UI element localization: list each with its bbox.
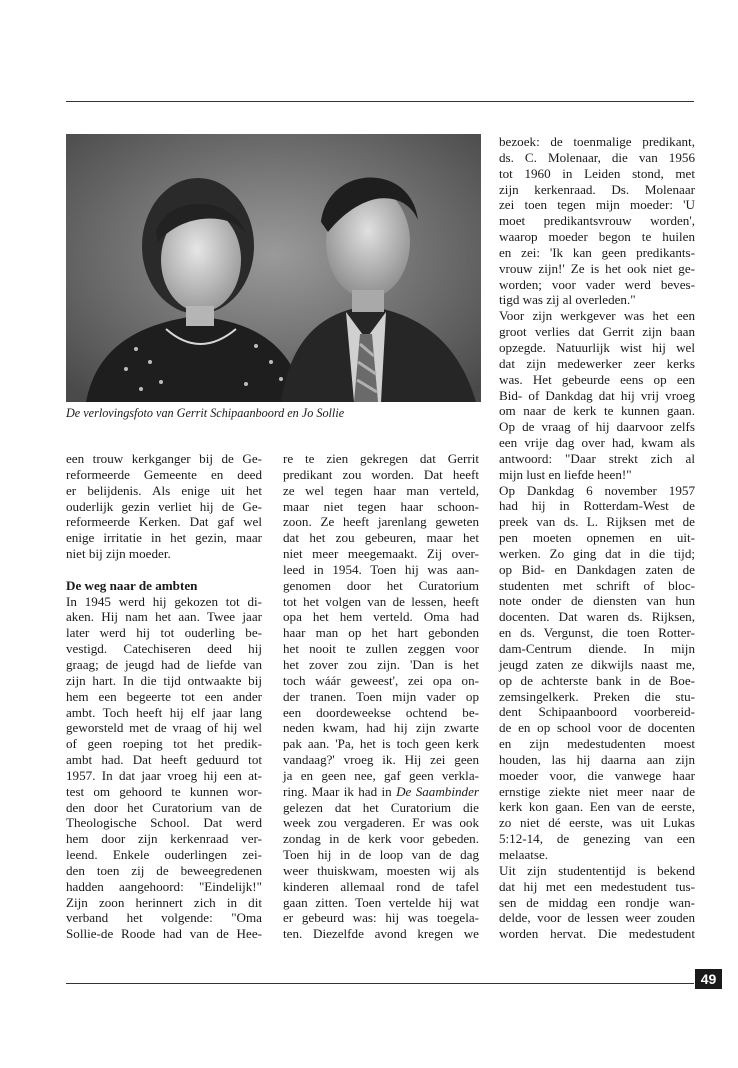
text-line: jeugd zaten ze dikwijls naast me,: [499, 656, 695, 672]
text-line: niet meer meegemaakt. Zij over-: [283, 546, 479, 562]
text-line: of geen roeping tot het predik-: [66, 736, 262, 752]
text-line: gaan zitten. Toen vertelde hij wat: [283, 894, 479, 910]
text-line: neden kwam, had hij zijn zwarte: [283, 720, 479, 736]
text-line: het nooit te zullen zeggen voor: [283, 641, 479, 657]
text-line: In 1945 werd hij gekozen tot di-: [66, 593, 262, 609]
text-line: Theologische School. Dat werd: [66, 815, 262, 831]
text-line: geworsteld met de vraag of hij wel: [66, 720, 262, 736]
text-line: vestigd. Catechiseren deed hij: [66, 641, 262, 657]
text-line: zijn hart. In die tijd ontwaakte bij: [66, 672, 262, 688]
text-line: er belijdenis. Als enige uit het: [66, 482, 262, 498]
text-line: haar man op het hart gebonden: [283, 625, 479, 641]
text-line: zemsingelkerk. Preken die stu-: [499, 688, 695, 704]
publication-title: De Saambinder: [396, 783, 479, 799]
text-line: ambt. Toch heeft hij elf jaar lang: [66, 704, 262, 720]
text-line: 5:12-14, de genezing van een: [499, 831, 695, 847]
text-line: 1957. In dat jaar vroeg hij een at-: [66, 767, 262, 783]
text-line: Toen hij in de loop van de dag: [283, 847, 479, 863]
text-line: graag; de jeugd had de liefde van: [66, 656, 262, 672]
text-line: er gebeurd was: hij was toegela-: [283, 910, 479, 926]
text-line: dat zijn medewerker zeer kerks: [499, 355, 695, 371]
text-line: dam-Centrum diende. In mijn: [499, 641, 695, 656]
text-line: ten. Diezelfde avond kregen we: [283, 926, 479, 942]
text-line: op Bid- en Dankdagen zaten de: [499, 561, 695, 577]
text-line: tigd was zij al overleden.": [499, 292, 636, 308]
text-line: leed in 1954. Toen hij was aan-: [283, 561, 479, 577]
text-line: het zover zou zijn. 'Dan is het: [283, 656, 479, 672]
text-line: vandaag?' vroeg ik. Hij zei geen: [283, 752, 479, 768]
text-line: worden hervat. Die medestudent: [499, 926, 695, 942]
text-line: kerk kon gaan. Een van de eerste,: [499, 799, 695, 815]
text-line: den door het Curatorium van de: [66, 799, 262, 815]
text-line: test om gehoord te kunnen wor-: [66, 783, 262, 799]
text-line: had hij in Rotterdam-West de: [499, 498, 695, 514]
text-line: maar niet tegen haar schoon-: [283, 498, 479, 514]
text-line: kinderen allemaal rond de tafel: [283, 878, 479, 894]
text-line: houden, las hij daarna aan zijn: [499, 751, 695, 767]
text-line: en zijn medestudenten moest: [499, 736, 695, 752]
text-line: om naar de kerk te kunnen gaan.: [499, 403, 695, 419]
text-line: en ds. Vergunst, die toen Rotter-: [499, 625, 695, 641]
text-line: hem een begeerte tot een ander: [66, 688, 262, 704]
text-line: moeder voor, die vanwege haar: [499, 767, 695, 783]
text-line: ze wel tegen haar man verteld,: [283, 482, 479, 498]
text-line: mijn lust en liefde heen!": [499, 466, 632, 482]
text-line: groot verlies dat Gerrit zijn baan: [499, 324, 695, 340]
text-line: ds. C. Molenaar, die van 1956: [499, 149, 695, 165]
text-line: ouderlijk gezin verliet hij de Ge-: [66, 498, 262, 514]
text-line: Sollie-de Roode had van de Hee-: [66, 926, 262, 942]
text-line: zoon. Ze heeft jarenlang geweten: [283, 514, 479, 530]
text-line: bezoek: de toenmalige predikant,: [499, 134, 695, 149]
text-line: dent Schipaanboord voorbereid-: [499, 704, 695, 720]
text-line: den toen zij de beweegredenen: [66, 862, 262, 878]
text-line: vrouw zijn!' Ze is het ook niet ge-: [499, 260, 695, 276]
text-column-2: [283, 451, 479, 942]
text-line: tot het volgen van de lessen, heeft: [283, 593, 479, 609]
text-line: reformeerde Kerken. Dat gaf wel: [66, 514, 262, 530]
text-line: zo niet dé eerste, was uit Lukas: [499, 815, 695, 831]
photo-caption: De verlovingsfoto van Gerrit Schipaanboord en Jo Sollie: [66, 406, 345, 420]
text-line: dat het zou gebeuren, maar het: [283, 530, 479, 546]
text-line: op de achterste bank in de Boe-: [499, 672, 695, 688]
text-line: hem door zijn kerkenraad ver-: [66, 831, 262, 847]
text-line: enige irritatie in het gezin, maar: [66, 530, 262, 546]
text-line: melaatse.: [499, 846, 549, 862]
text-line: predikant zou worden. Dat heeft: [283, 466, 479, 482]
text-line: re te zien gekregen dat Gerrit: [283, 451, 479, 466]
text-line: Op de vraag of hij daarvoor zelfs: [499, 419, 695, 435]
text-line: reformeerde Gemeente en deed: [66, 466, 262, 482]
text-line: Op Dankdag 6 november 1957: [499, 482, 695, 498]
text-line: weer thuiskwam, moesten wij als: [283, 862, 479, 878]
text-line: [283, 784, 479, 800]
footer-rule: [66, 983, 694, 984]
text-line: Voor zijn werkgever was het een: [499, 308, 695, 324]
text-line: en zei: 'Ik kan geen predikants-: [499, 244, 695, 260]
text-line: verband het volgende: "Oma: [66, 910, 262, 926]
text-line: note onder de diensten van hun: [499, 593, 695, 609]
text-column-3: [499, 134, 695, 942]
text-line: een vrije dag over had, kwam als: [499, 435, 695, 451]
text-line: een trouw kerkganger bij de Ge-: [66, 451, 262, 466]
text-line: niet bij zijn moeder.: [66, 546, 171, 562]
text-line: ambt had. Dat heeft geduurd tot: [66, 752, 262, 768]
text-line: worden; voor vader werd beves-: [499, 276, 695, 292]
text-line: leend. Enkele ouderlingen zei-: [66, 847, 262, 863]
text-line: pen moeten opnemen en uit-: [499, 530, 695, 546]
text-line: Uit zijn studententijd is bekend: [499, 862, 695, 878]
text-line: antwoord: "Daar strekt zich al: [499, 450, 695, 466]
text-line: een doordeweekse ochtend be-: [283, 704, 479, 720]
text-line: pak aan. 'Pa, het is toch geen kerk: [283, 736, 479, 752]
page-number: 49: [695, 969, 722, 989]
text-line: week zou vergaderen. Er was ook: [283, 815, 479, 831]
text-line: toch wáár geweest', zei opa on-: [283, 672, 479, 688]
text-line: opzegde. Natuurlijk wist hij wel: [499, 339, 695, 355]
text-line: werken. Zo ging dat in die tijd;: [499, 545, 695, 561]
text-line: docenten. Dat waren ds. Rijksen,: [499, 609, 695, 625]
text-line: hadden aangehoord: "Eindelijk!": [66, 878, 262, 894]
text-column-1: [66, 451, 262, 942]
text-line: ja en geen nee, gaf geen verkla-: [283, 767, 479, 783]
text-line: tot 1960 in Leiden stond, met: [499, 165, 695, 181]
text-line: moet predikantsvrouw worden',: [499, 213, 695, 229]
text-line: opa het hem verteld. Oma had: [283, 609, 479, 625]
text-fragment: ring. Maar ik had in: [283, 783, 397, 799]
text-line: later werd hij tot ouderling be-: [66, 625, 262, 641]
text-line: ernstige ziekte niet meer naar de: [499, 783, 695, 799]
text-line: sen de middag een rondje wan-: [499, 894, 695, 910]
text-line: genomen door het Curatorium: [283, 577, 479, 593]
section-heading: De weg naar de ambten: [66, 577, 198, 593]
text-line: der tranen. Toen mijn vader op: [283, 688, 479, 704]
text-line: de en op school voor de docenten: [499, 720, 695, 736]
text-line: aken. Hij nam het aan. Twee jaar: [66, 609, 262, 625]
text-line: dat hij met een medestudent tus-: [499, 878, 695, 894]
text-line: was. Het gebeurde eens op een: [499, 371, 695, 387]
text-line: zijn kerkenraad. Ds. Molenaar: [499, 181, 695, 197]
text-line: waarop moeder begon te huilen: [499, 229, 695, 245]
text-line: Bid- of Dankdag dat hij vrij vroeg: [499, 387, 695, 403]
text-line: zondag in de kerk voor gebeden.: [283, 831, 479, 847]
header-rule: [66, 101, 694, 102]
text-line: zei toen tegen mijn moeder: 'U: [499, 197, 695, 213]
text-line: delde, voor de lessen weer zouden: [499, 910, 695, 926]
text-line: Zijn zoon herinnert zich in dit: [66, 894, 262, 910]
text-line: studenten met schrift of bloc-: [499, 577, 695, 593]
text-line: preek van ds. L. Rijksen met de: [499, 514, 695, 530]
text-line: gelezen dat het Curatorium die: [283, 799, 479, 815]
engagement-photo: [66, 134, 481, 402]
